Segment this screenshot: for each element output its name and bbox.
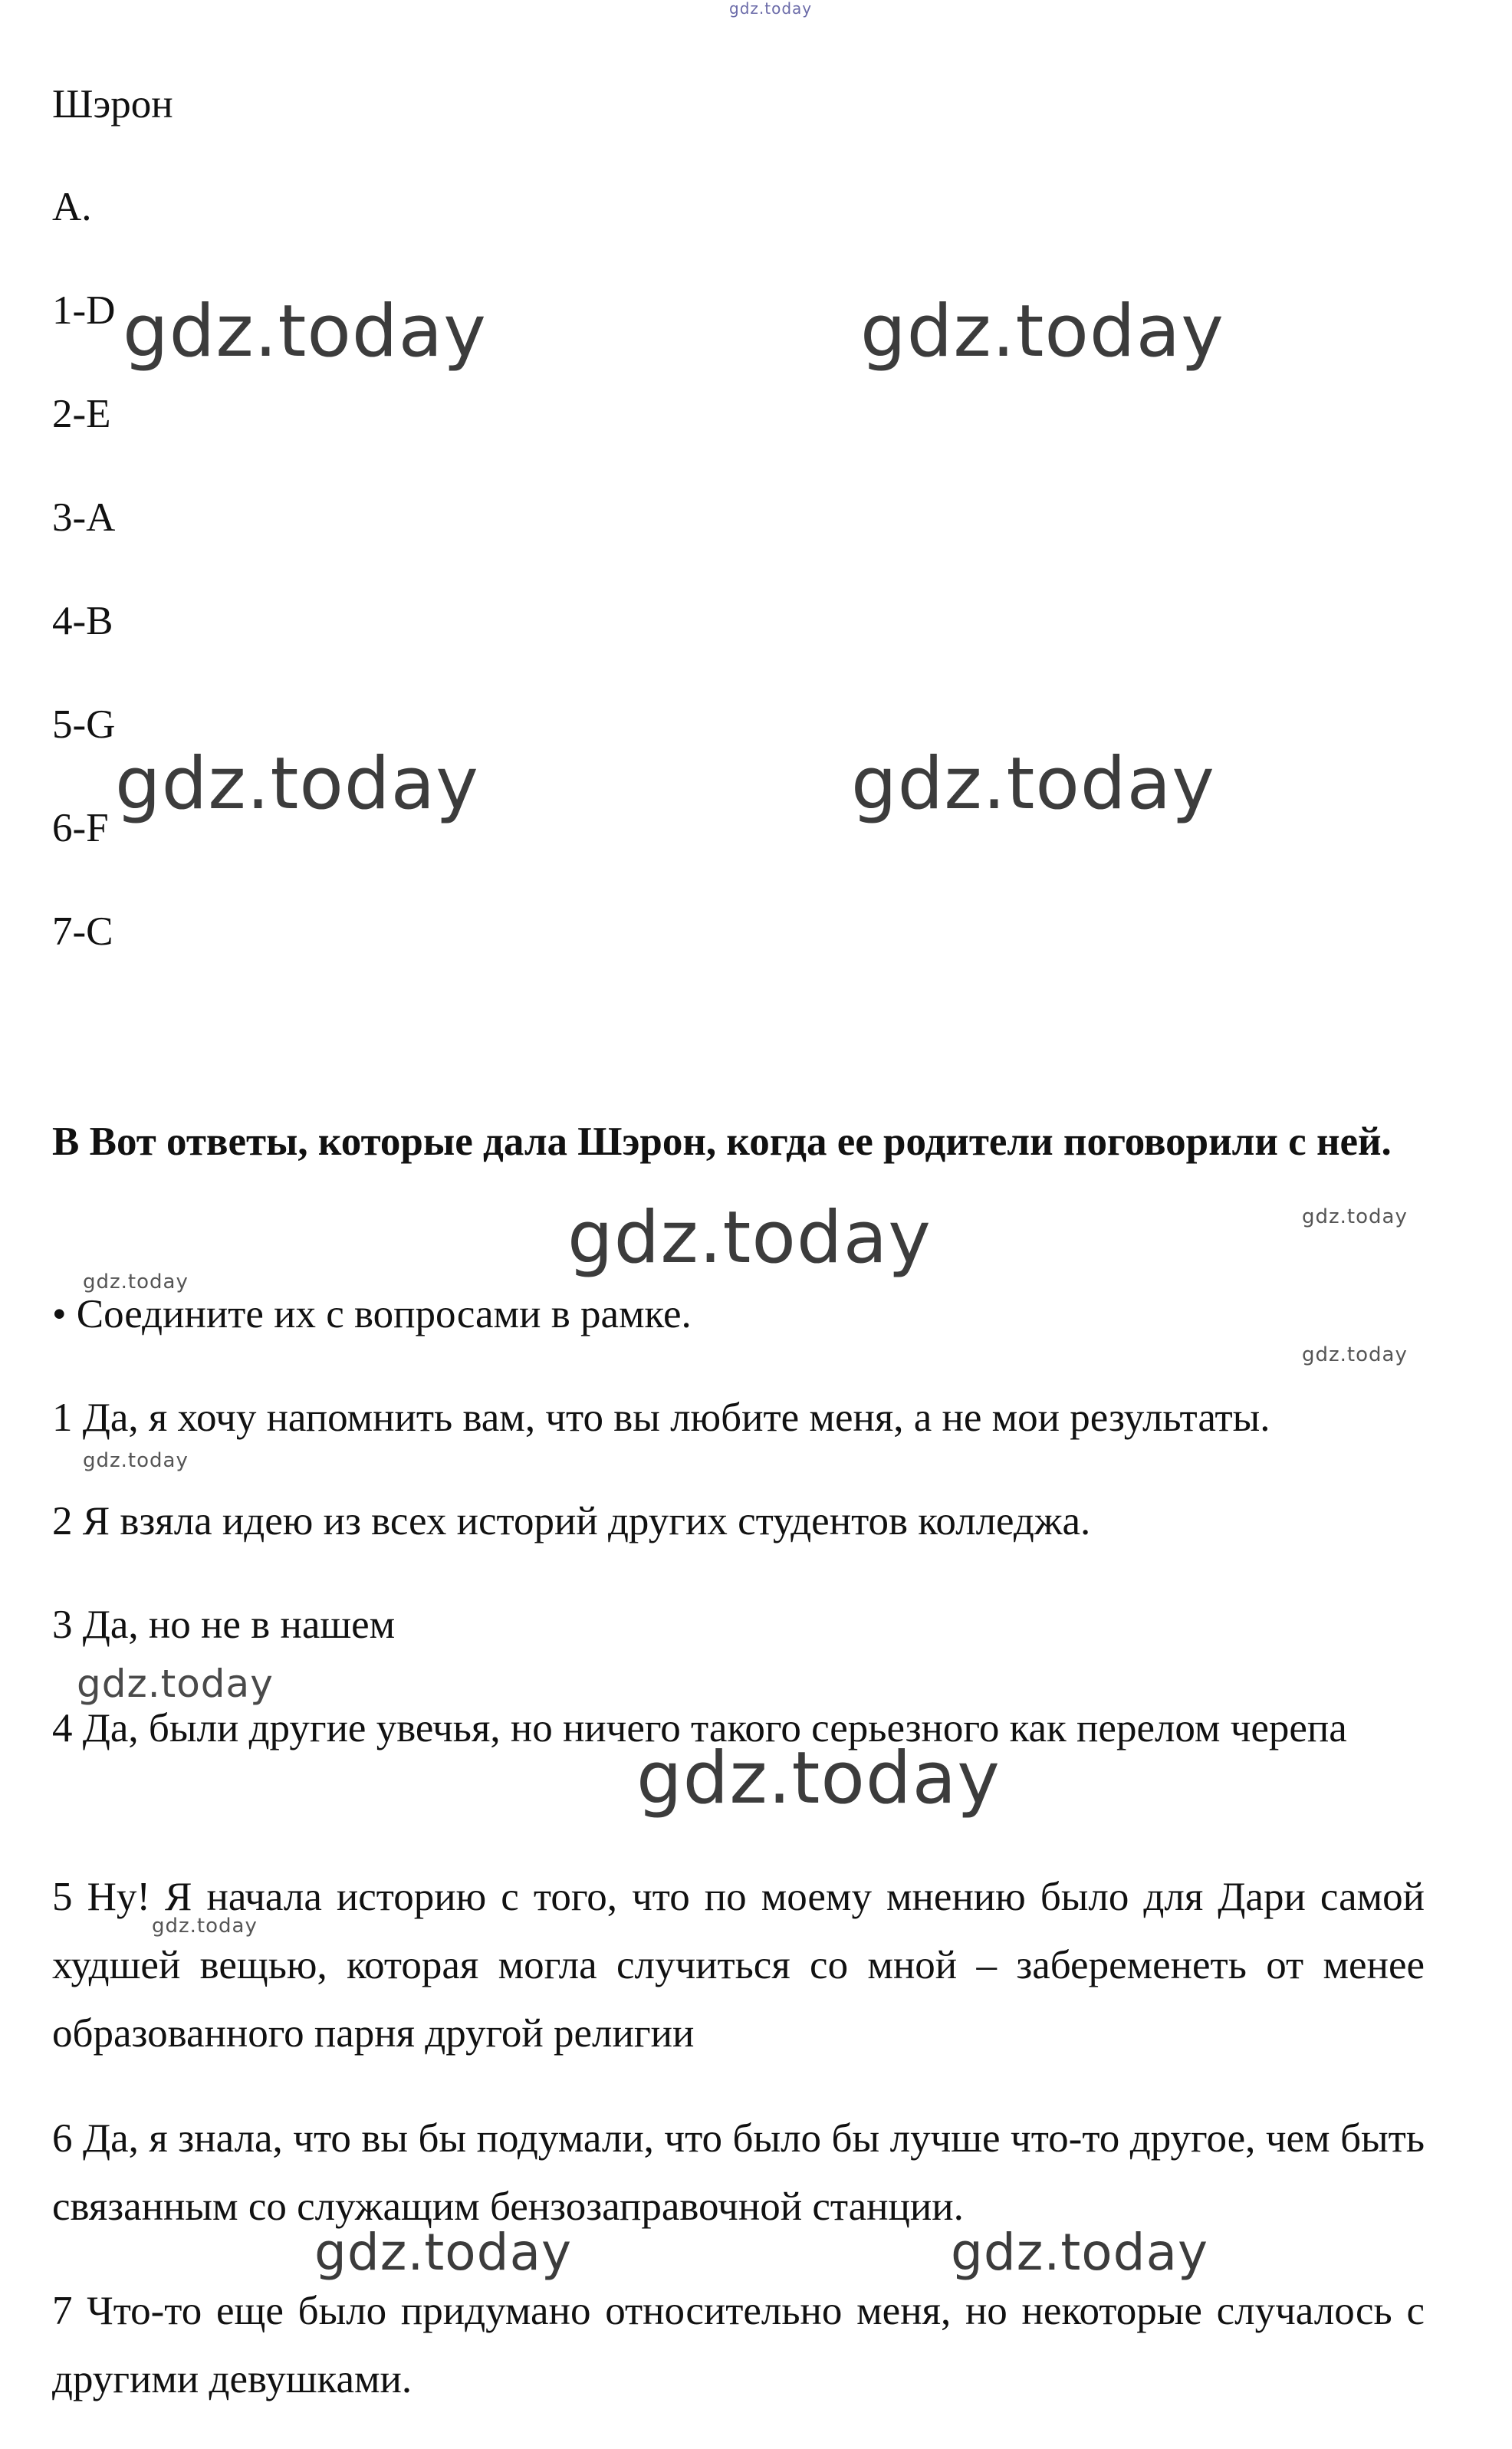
watermark-8: gdz.today: [1302, 1343, 1408, 1366]
watermark-14: gdz.today: [951, 2223, 1209, 2282]
list-item-2: 2 Я взяла идею из всех историй других студентов колледжа.: [52, 1499, 1091, 1543]
answer-7: 7-C: [52, 909, 113, 954]
section-b-heading: В Вот ответы, которые дала Шэрон, когда ее родители поговорили с ней.: [52, 1119, 1392, 1164]
answer-1: 1-D: [52, 288, 116, 333]
list-item-4: 4 Да, были другие увечья, но ничего такого серьезного как перелом черепа: [52, 1706, 1347, 1750]
watermark-6: gdz.today: [1302, 1205, 1408, 1228]
watermark-12: gdz.today: [152, 1915, 258, 1938]
section-b-instruction: • Соедините их с вопросами в рамке.: [52, 1292, 692, 1336]
watermark-10: gdz.today: [77, 1662, 274, 1706]
answer-3: 3-A: [52, 495, 116, 540]
watermark-top: gdz.today: [729, 0, 813, 18]
watermark-7: gdz.today: [83, 1271, 189, 1294]
answer-4: 4-B: [52, 599, 113, 643]
list-item-7: 7 Что-то еще было придумано относительно меня, но некоторые случалось с другими девушками.: [52, 2289, 1425, 2401]
section-a-label: A.: [52, 185, 92, 229]
list-item-6: 6 Да, я знала, что вы бы подумали, что было бы лучше что-то другое, чем быть связанным со служащим бензозаправочной станции.: [52, 2116, 1425, 2229]
watermark-5: gdz.today: [567, 1196, 932, 1280]
list-item-3: 3 Да, но не в нашем: [52, 1603, 396, 1647]
watermark-3: gdz.today: [115, 742, 479, 826]
watermark-2: gdz.today: [860, 290, 1224, 373]
watermark-11: gdz.today: [636, 1737, 1001, 1820]
watermark-1: gdz.today: [123, 290, 487, 373]
list-item-1: 1 Да, я хочу напомнить вам, что вы любите меня, а не мои результаты.: [52, 1395, 1270, 1440]
answer-5: 5-G: [52, 702, 116, 747]
answer-2: 2-E: [52, 392, 111, 436]
list-item-5: 5 Ну! Я начала историю с того, что по моему мнению было для Дари самой худшей вещью, которая могла случиться со мной – забеременеть от менее образованного парня другой религии: [52, 1875, 1425, 2056]
document-title: Шэрон: [52, 82, 173, 127]
watermark-9: gdz.today: [83, 1449, 189, 1472]
watermark-4: gdz.today: [851, 742, 1215, 826]
watermark-13: gdz.today: [314, 2223, 573, 2282]
answer-6: 6-F: [52, 806, 109, 850]
